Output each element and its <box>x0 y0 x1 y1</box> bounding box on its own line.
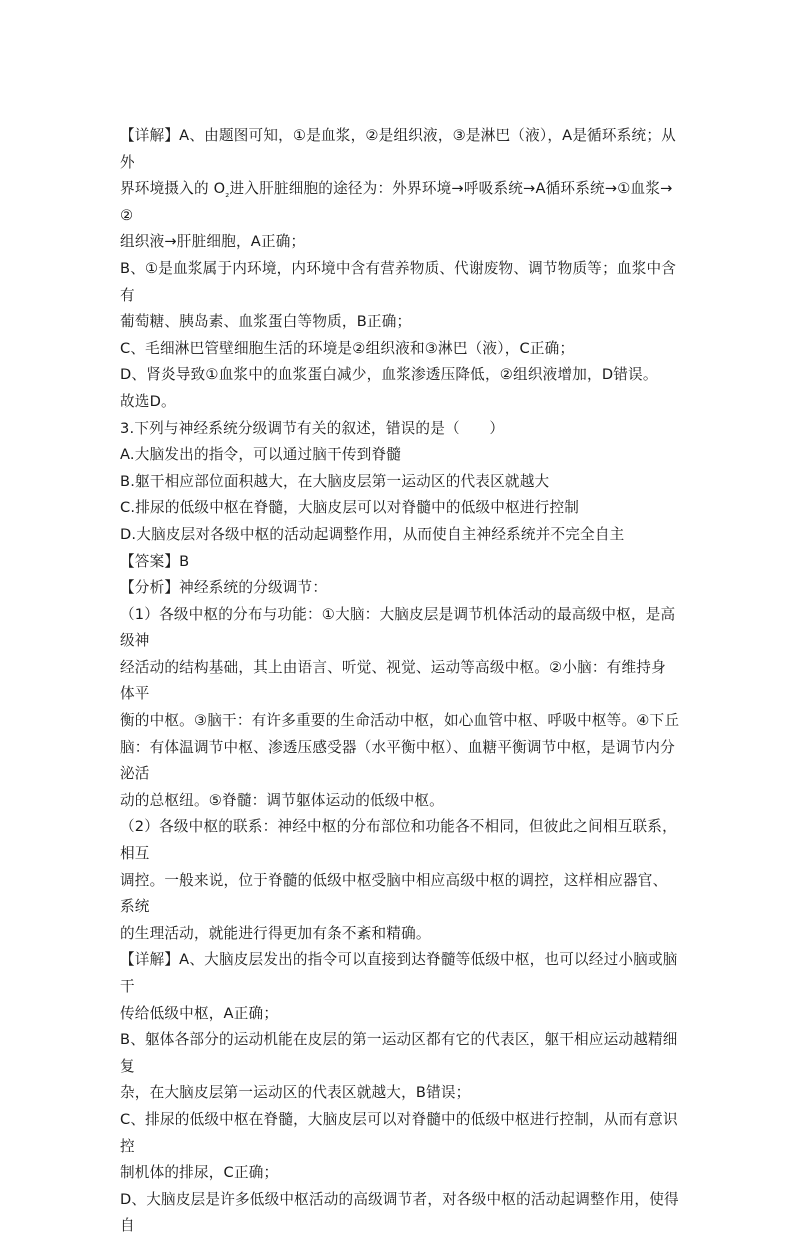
text-line: 衡的中枢。③脑干：有许多重要的生命活动中枢，如心血管中枢、呼吸中枢等。④下丘 <box>120 712 680 730</box>
analysis-part-1 <box>120 602 680 815</box>
explanation-a <box>120 947 680 1027</box>
explanation-d <box>120 1187 680 1240</box>
text-line: 【分析】神经系统的分级调节： <box>120 579 328 597</box>
text-line: 【详解】A、大脑皮层发出的指令可以直接到达脊髓等低级中枢，也可以经过小脑或脑干 <box>120 951 678 995</box>
text-line: 制机体的排尿，C正确； <box>120 1164 279 1182</box>
text-line: 界环境摄入的 O <box>120 180 226 198</box>
text-line: 故选D。 <box>120 392 176 410</box>
analysis-part-2 <box>120 814 680 947</box>
text-line: 组织液→肝脏细胞，A正确； <box>120 233 306 251</box>
document-page <box>120 123 680 1240</box>
question-3-stem <box>120 416 680 443</box>
analysis-heading <box>120 575 680 602</box>
text-line: C、毛细淋巴管壁细胞生活的环境是②组织液和③淋巴（液），C正确； <box>120 339 575 357</box>
text-line: （2）各级中枢的联系：神经中枢的分布部位和功能各不相同，但彼此之间相互联系，相互 <box>120 818 677 863</box>
text-line: D.大脑皮层对各级中枢的活动起调整作用，从而使自主神经系统并不完全自主 <box>120 525 625 543</box>
text-line: 3.下列与神经系统分级调节有关的叙述，错误的是（ ） <box>120 419 505 437</box>
text-line: 动的总枢纽。⑤脊髓：调节躯体运动的低级中枢。 <box>120 791 444 809</box>
text-line: A.大脑发出的指令，可以通过脑干传到脊髓 <box>120 446 402 464</box>
paragraph-explanation-b <box>120 256 680 336</box>
text-line: D、大脑皮层是许多低级中枢活动的高级调节者，对各级中枢的活动起调整作用，使得自 <box>120 1190 679 1235</box>
paragraph-choice <box>120 389 680 416</box>
explanation-c <box>120 1107 680 1187</box>
paragraph-explanation-d <box>120 362 680 389</box>
paragraph-explanation-c <box>120 336 680 363</box>
option-d <box>120 522 680 549</box>
answer <box>120 549 680 576</box>
option-c <box>120 495 680 522</box>
text-line: 【答案】B <box>120 552 190 570</box>
text-line: 传给低级中枢，A正确； <box>120 1004 279 1022</box>
text-line: B、躯体各部分的运动机能在皮层的第一运动区都有它的代表区，躯干相应运动越精细复 <box>120 1031 678 1075</box>
paragraph-explanation-1 <box>120 123 680 256</box>
explanation-b <box>120 1027 680 1107</box>
text-line: 进入肝脏细胞的途径为：外界环境→呼吸系统→A循环系统→①血浆→② <box>120 180 673 224</box>
subscript: ₂ <box>225 189 230 201</box>
option-a <box>120 442 680 469</box>
text-line: 的生理活动，就能进行得更加有条不紊和精确。 <box>120 924 431 942</box>
text-line: D、肾炎导致①血浆中的血浆蛋白减少，血浆渗透压降低，②组织液增加，D错误。 <box>120 366 658 384</box>
text-line: 葡萄糖、胰岛素、血浆蛋白等物质，B正确； <box>120 313 412 331</box>
text-line: 杂，在大脑皮层第一运动区的代表区就越大，B错误； <box>120 1084 471 1102</box>
text-line: 脑：有体温调节中枢、渗透压感受器（水平衡中枢）、血糖平衡调节中枢，是调节内分泌活 <box>120 738 675 783</box>
text-line: C.排尿的低级中枢在脊髓，大脑皮层可以对脊髓中的低级中枢进行控制 <box>120 499 580 517</box>
text-line: C、排尿的低级中枢在脊髓，大脑皮层可以对脊髓中的低级中枢进行控制，从而有意识控 <box>120 1110 678 1155</box>
text-line: 调控。一般来说，位于脊髓的低级中枢受脑中相应高级中枢的调控，这样相应器官、系统 <box>120 871 668 916</box>
text-line: 【详解】A、由题图可知，①是血浆，②是组织液，③是淋巴（液），A是循环系统；从外 <box>120 127 676 171</box>
text-line: B、①是血浆属于内环境，内环境中含有营养物质、代谢废物、调节物质等；血浆中含有 <box>120 259 677 304</box>
text-line: B.躯干相应部位面积越大，在大脑皮层第一运动区的代表区就越大 <box>120 472 550 490</box>
text-line: （1）各级中枢的分布与功能：①大脑：大脑皮层是调节机体活动的最高级中枢，是高级神 <box>120 605 676 650</box>
option-b <box>120 469 680 496</box>
text-line: 经活动的结构基础，其上由语言、听觉、视觉、运动等高级中枢。②小脑：有维持身体平 <box>120 658 666 703</box>
